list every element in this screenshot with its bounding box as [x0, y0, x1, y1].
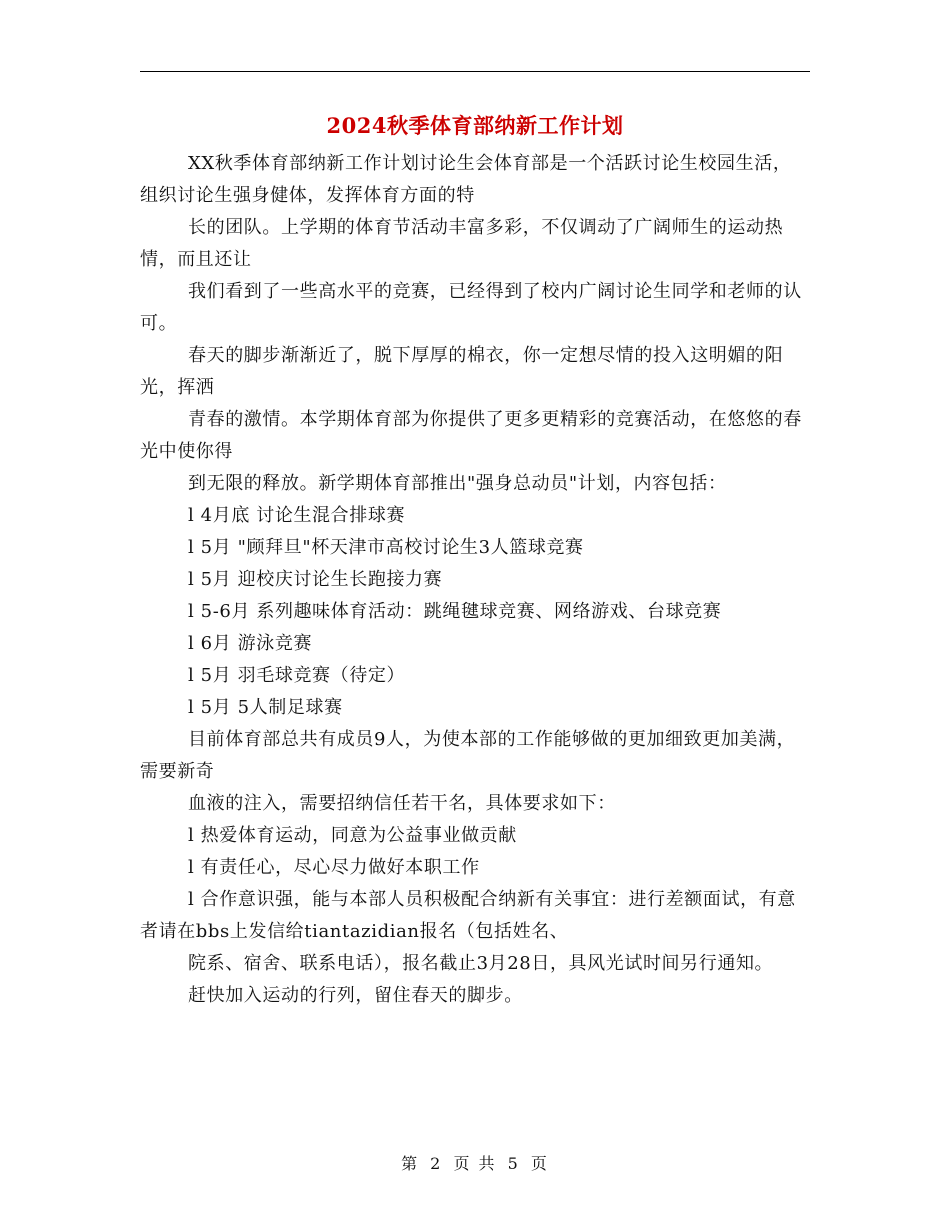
paragraph: 目前体育部总共有成员9人，为使本部的工作能够做的更加细致更加美满，需要新奇	[140, 729, 796, 782]
activity-list-item: l 5月 "顾拜旦"杯天津市高校讨论生3人篮球竞赛	[188, 537, 584, 558]
paragraph: 到无限的释放。新学期体育部推出"强身总动员"计划，内容包括：	[188, 473, 727, 494]
activity-list-item: l 5月 5人制足球赛	[188, 697, 343, 718]
paragraph-closing: 赶快加入运动的行列，留住春天的脚步。	[188, 985, 523, 1006]
header-rule	[140, 71, 810, 72]
document-title: 2024秋季体育部纳新工作计划	[326, 113, 624, 138]
paragraph: 院系、宿舍、联系电话），报名截止3月28日，具风光试时间另行通知。	[188, 953, 774, 974]
activity-list-item: l 5月 羽毛球竞赛（待定）	[188, 665, 406, 686]
page-footer	[140, 1152, 810, 1176]
requirement-list-item: l 合作意识强，能与本部人员积极配合纳新有关事宜：进行差额面试，有意者请在bbs上发信给tiantazidian报名（包括姓名、	[140, 889, 796, 942]
paragraph: 血液的注入，需要招纳信任若干名，具体要求如下：	[188, 793, 616, 814]
footer-middle: 页 共	[453, 1154, 497, 1173]
paragraph: 春天的脚步渐渐近了，脱下厚厚的棉衣，你一定想尽情的投入这明媚的阳光，挥洒	[140, 345, 784, 398]
footer-prefix: 第	[401, 1154, 420, 1173]
requirement-list-item: l 有责任心，尽心尽力做好本职工作	[188, 857, 480, 878]
activity-list-item: l 5-6月 系列趣味体育活动：跳绳毽球竞赛、网络游戏、台球竞赛	[188, 601, 722, 622]
paragraph: 长的团队。上学期的体育节活动丰富多彩，不仅调动了广阔师生的运动热情，而且还让	[140, 217, 784, 270]
activity-list-item: l 5月 迎校庆讨论生长跑接力赛	[188, 569, 443, 590]
footer-suffix: 页	[530, 1154, 549, 1173]
paragraph: 我们看到了一些高水平的竞赛，已经得到了校内广阔讨论生同学和老师的认可。	[140, 281, 802, 334]
paragraph-intro: XX秋季体育部纳新工作计划讨论生会体育部是一个活跃讨论生校园生活，组织讨论生强身健体，发挥体育方面的特	[140, 153, 792, 206]
footer-total-pages: 5	[507, 1154, 520, 1173]
paragraph: 青春的激情。本学期体育部为你提供了更多更精彩的竞赛活动，在悠悠的春光中使你得	[140, 409, 802, 462]
activity-list-item: l 4月底 讨论生混合排球赛	[188, 505, 406, 526]
document-body	[140, 148, 810, 1012]
footer-page-number: 2	[430, 1154, 443, 1173]
requirement-list-item: l 热爱体育运动，同意为公益事业做贡献	[188, 825, 517, 846]
activity-list-item: l 6月 游泳竞赛	[188, 633, 313, 654]
